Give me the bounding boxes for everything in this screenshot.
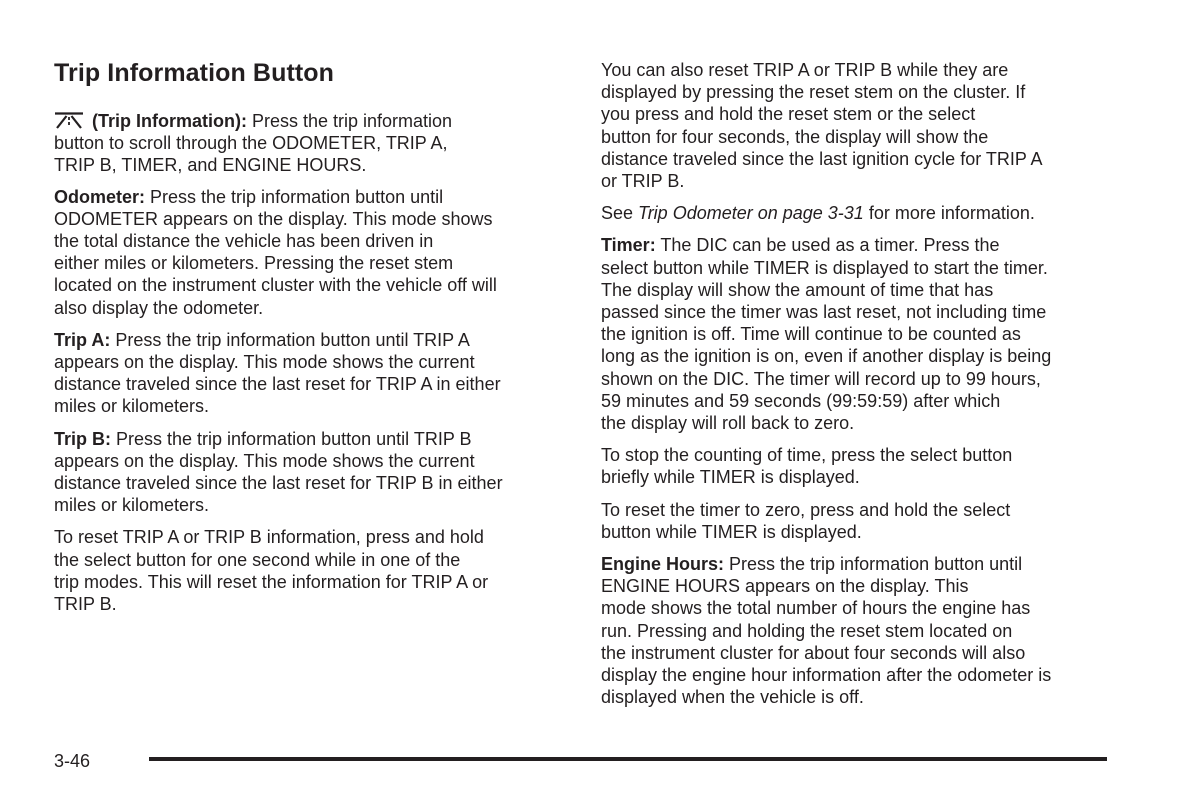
- reset-cluster-paragraph: [601, 59, 1121, 192]
- trip-b-text: distance traveled since the last reset for TRIP B in either: [54, 473, 503, 494]
- timer-text: passed since the timer was last reset, not including time: [601, 302, 1047, 323]
- trip-a-text: Press the trip information button until TRIP A: [110, 329, 470, 350]
- odometer-paragraph: [54, 186, 570, 319]
- trip-information-paragraph: [54, 110, 570, 177]
- timer-text: 59 minutes and 59 seconds (99:59:59) after which: [601, 390, 1001, 411]
- trip-a-paragraph: [54, 329, 570, 418]
- timer-text: the display will roll back to zero.: [601, 413, 855, 434]
- engine-hours-text: displayed when the vehicle is off.: [601, 687, 864, 708]
- footer-rule: [149, 757, 1107, 761]
- trip-b-text: Press the trip information button until TRIP B: [111, 428, 472, 449]
- trip-a-text: distance traveled since the last reset for TRIP A in either: [54, 374, 501, 395]
- reset-cluster-text: or TRIP B.: [601, 171, 685, 192]
- reset-cluster-text: You can also reset TRIP A or TRIP B while they are: [601, 60, 1009, 80]
- engine-hours-text: ENGINE HOURS appears on the display. This: [601, 576, 969, 597]
- timer-paragraph: [601, 234, 1121, 434]
- trip-b-label: Trip B:: [54, 428, 111, 449]
- trip-information-label: (Trip Information):: [92, 111, 247, 131]
- page-title: Trip Information Button: [54, 59, 335, 87]
- stop-timer-paragraph: [601, 444, 1121, 488]
- reset-trip-paragraph: [54, 526, 570, 615]
- engine-hours-paragraph: [601, 553, 1121, 708]
- cross-reference-link[interactable]: Trip Odometer on page 3-31: [638, 203, 864, 224]
- engine-hours-text: Press the trip information button until: [724, 554, 1023, 575]
- see-suffix: for more information.: [863, 203, 1035, 224]
- trip-a-text: appears on the display. This mode shows the current: [54, 352, 475, 373]
- right-column: [601, 59, 1121, 708]
- page-number: 3-46: [54, 751, 91, 771]
- timer-text: long as the ignition is on, even if another display is being: [601, 346, 1052, 367]
- odometer-text: Press the trip information button until: [145, 186, 444, 207]
- stop-timer-text: To stop the counting of time, press the select button: [601, 445, 1013, 466]
- engine-hours-text: mode shows the total number of hours the engine has: [601, 598, 1031, 619]
- trip-a-text: miles or kilometers.: [54, 396, 210, 417]
- timer-text: The display will show the amount of time that has: [601, 279, 994, 300]
- odometer-text: ODOMETER appears on the display. This mode shows: [54, 208, 493, 229]
- timer-text: select button while TIMER is displayed to start the timer.: [601, 257, 1048, 278]
- reset-trip-text: the select button for one second while in one of the: [54, 549, 461, 570]
- timer-text: the ignition is off. Time will continue to be counted as: [601, 324, 1021, 345]
- reset-cluster-text: distance traveled since the last ignition cycle for TRIP A: [601, 148, 1043, 169]
- trip-a-label: Trip A:: [54, 329, 111, 350]
- odometer-text: either miles or kilometers. Pressing the reset stem: [54, 253, 454, 274]
- reset-trip-text: TRIP B.: [54, 594, 117, 615]
- trip-information-text: TRIP B, TIMER, and ENGINE HOURS.: [54, 155, 367, 176]
- reset-cluster-text: you press and hold the reset stem or the select: [601, 104, 976, 125]
- odometer-text: located on the instrument cluster with the vehicle off will: [54, 275, 497, 296]
- timer-text: shown on the DIC. The timer will record up to 99 hours,: [601, 368, 1041, 389]
- odometer-text: the total distance the vehicle has been driven in: [54, 231, 434, 252]
- trip-information-text: button to scroll through the ODOMETER, TRIP A,: [54, 133, 448, 154]
- engine-hours-text: the instrument cluster for about four seconds will also: [601, 642, 1026, 663]
- see-also-paragraph: [601, 202, 1121, 224]
- reset-timer-paragraph: [601, 499, 1121, 543]
- reset-timer-text: To reset the timer to zero, press and hold the select: [601, 499, 1011, 520]
- road-trip-icon: [54, 111, 84, 129]
- timer-text: The DIC can be used as a timer. Press the: [655, 235, 1000, 256]
- stop-timer-text: briefly while TIMER is displayed.: [601, 467, 860, 488]
- trip-b-text: miles or kilometers.: [54, 495, 210, 516]
- engine-hours-label: Engine Hours:: [601, 554, 725, 575]
- left-column: [54, 110, 570, 615]
- trip-b-paragraph: [54, 428, 570, 517]
- odometer-text: also display the odometer.: [54, 297, 264, 318]
- trip-b-text: appears on the display. This mode shows the current: [54, 450, 475, 471]
- reset-timer-text: button while TIMER is displayed.: [601, 521, 862, 542]
- timer-label: Timer:: [601, 235, 656, 256]
- reset-trip-text: trip modes. This will reset the information for TRIP A or: [54, 571, 489, 592]
- engine-hours-text: display the engine hour information after the odometer is: [601, 665, 1052, 686]
- see-prefix: See: [601, 203, 639, 224]
- engine-hours-text: run. Pressing and holding the reset stem located on: [601, 620, 1013, 641]
- trip-information-text: Press the trip information: [246, 111, 453, 131]
- reset-cluster-text: button for four seconds, the display will show the: [601, 126, 989, 147]
- reset-cluster-text: displayed by pressing the reset stem on the cluster. If: [601, 82, 1026, 103]
- reset-trip-text: To reset TRIP A or TRIP B information, press and hold: [54, 527, 484, 548]
- odometer-label: Odometer:: [54, 186, 146, 207]
